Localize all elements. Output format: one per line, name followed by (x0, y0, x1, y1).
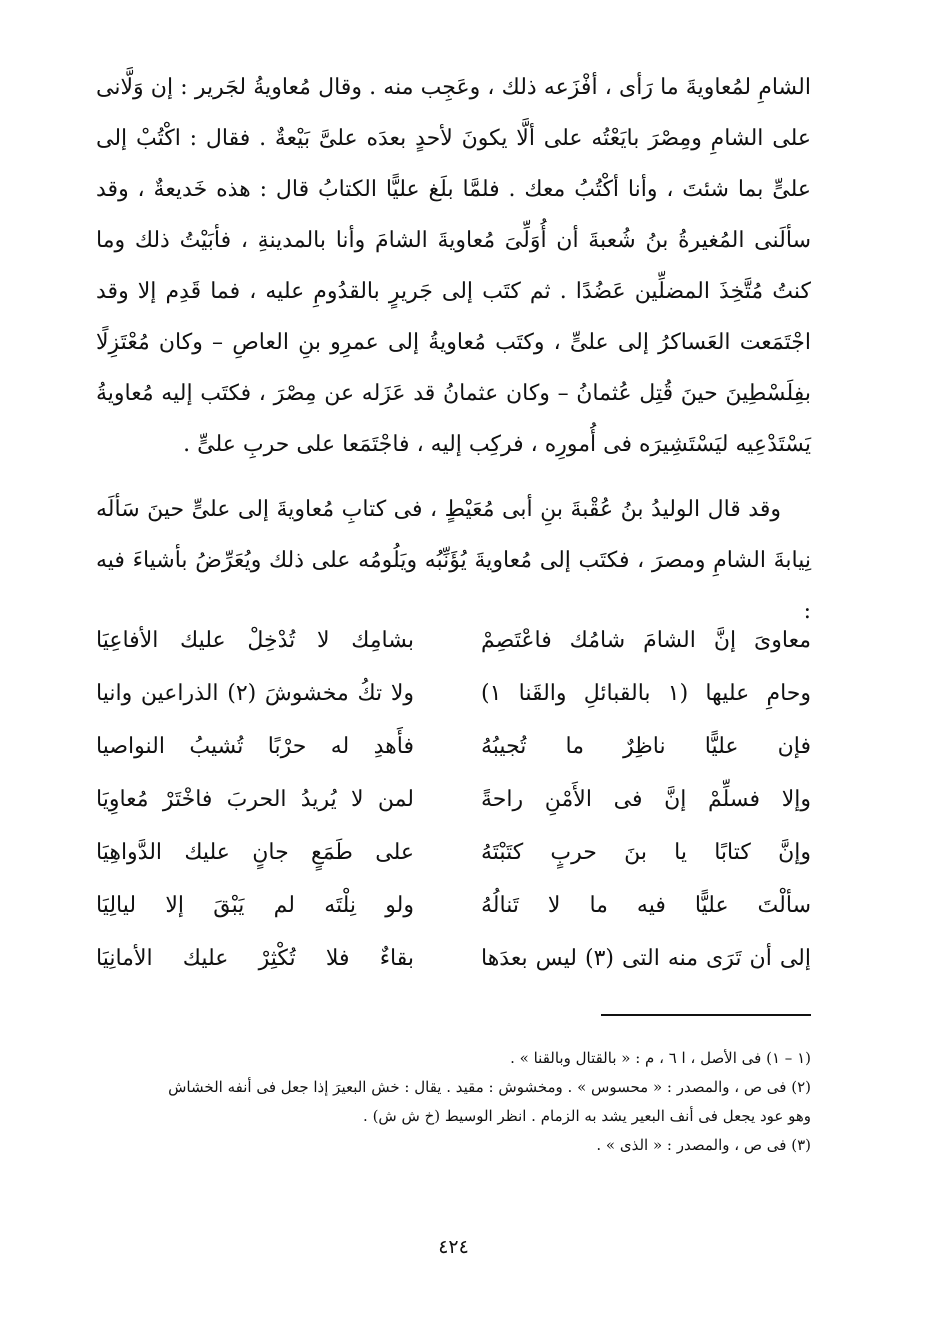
verse-first-hemistich: معاوىَ إنَّ الشامَ شامُك فاعْتَصِمْ (481, 628, 811, 653)
verse-second-hemistich: فأَهدِ له حرْبًا تُشيبُ النواصيا (96, 734, 414, 759)
footnote: (٣) فى ص ، والمصدر : « الذى » . (596, 1136, 811, 1154)
verse (96, 773, 811, 826)
verse (96, 932, 811, 985)
text-line: على الشامِ ومِصْرَ بايَعْتُه على ألَّا يكونَ لأحدٍ بعدَه علىَّ بَيْعةٌ . فقال : اكْتُبْ إلى (96, 126, 811, 151)
text-line: علىٍّ بما شئتَ ، وأنا أكْتُبُ معك . فلمَّا بلَغ عليًّا الكتابُ قال : هذه خَديعةٌ ، وقد (96, 177, 811, 202)
text-line: بفِلَسْطِينَ حينَ قُتِل عُثمانُ – وكان عثمانُ قد عَزَله عن مِصْرَ ، فكتَب إليه مُعاويةُ (96, 381, 812, 406)
verse (96, 720, 811, 773)
verse-first-hemistich: وإلا فسلِّمْ إنَّ فى الأَمْنِ راحةً (481, 787, 811, 812)
footnote: (١ – ١) فى الأصل ، ا ٦ ، م : « بالقتال وبالقنا » . (510, 1049, 811, 1067)
verse-first-hemistich: إلى أن تَرَى منه التى (٣) ليس بعدَها (481, 946, 811, 971)
verse-second-hemistich: بشامِك لا تُدْخِلْ عليك الأفاعِيَا (96, 628, 414, 653)
verse-second-hemistich: لمن لا يُريدُ الحربَ فاخْتَرْ مُعاوِيَا (96, 787, 414, 812)
verse (96, 879, 811, 932)
footnote: وهو عود يجعل فى أنف البعير يشد به الزمام . انظر الوسيط (خ ش ش) . (363, 1107, 811, 1125)
text-line: الشامِ لمُعاويةَ ما رَأى ، أفْزَعه ذلك ، وعَجِب منه . وقال مُعاويةُ لجَرير : إن وَلَّانى (96, 75, 811, 100)
verse (96, 667, 811, 720)
verse (96, 614, 811, 667)
verse-second-hemistich: ولو نِلْتَه لم يَبْقَ إلا ليالِيَا (96, 893, 414, 918)
text-line: اجْتَمَعت العَساكرُ إلى علىٍّ ، وكتَب مُعاويةُ إلى عمرِو بنِ العاصِ – وكان مُعْتَزِلًا (96, 330, 811, 355)
page-number: ٤٢٤ (438, 1236, 469, 1258)
text-line: نِيابةَ الشامِ ومصرَ ، فكتَب إلى مُعاويةَ يُؤَنِّبُه ويَلُومُه على ذلك ويُعَرِّضُ بأشياءَ فيه : (96, 548, 811, 624)
footnote-divider (601, 1014, 811, 1016)
verse-first-hemistich: سألْتَ عليًّا فيه ما لا تَنالُهُ (481, 893, 811, 918)
poem (96, 614, 811, 985)
prose-section (96, 62, 811, 637)
book-page (96, 0, 811, 1336)
verse-first-hemistich: فإن عليًّا ناظِرٌ ما تُجيبُهُ (481, 734, 811, 759)
text-line: مُتَّخِذَ المضلِّين عَضُدًا . ثم كتَب إلى جَريرٍ بالقدُومِ عليه ، فما قَدِم إلا وقد (96, 279, 764, 304)
verse-first-hemistich: وإنَّ كتابًا يا بنَ حربٍ كتَبْتَهُ (481, 840, 811, 865)
verse-second-hemistich: ولا تكُ مخشوشَ (٢) الذراعين وانيا (96, 681, 414, 706)
verse-second-hemistich: بقاءٌ فلا تُكْثِرْ عليك الأمانِيَا (96, 946, 414, 971)
verse-first-hemistich: وحامِ عليها (١ بالقبائلِ والقَنا ١) (481, 681, 811, 706)
text-line: وقد قال الوليدُ بنُ عُقْبةَ بنِ أبى مُعَيْطٍ ، فى كتابِ مُعاويةَ إلى علىٍّ حينَ سَألَه (96, 497, 781, 522)
footnote: (٢) فى ص ، والمصدر : « محسوس » . ومخشوش : مقيد . يقال : خش البعيرَ إذا جعل فى أنفه الخشاش (168, 1078, 811, 1096)
footnotes (96, 1044, 811, 1160)
verse-second-hemistich: على طَمَعٍ جانٍ عليك الدَّواهِيَا (96, 840, 414, 865)
text-line: سألَنى المُغيرةُ بنُ شُعبةَ أن أُوَلِّىَ مُعاويةَ الشامَ وأنا بالمدينةِ ، فأبَيْتُ ذلك وما كنتُ (96, 228, 812, 304)
paragraph-1 (96, 62, 811, 470)
verse (96, 826, 811, 879)
text-line: يَسْتَدْعِيه ليَسْتَشِيرَه فى أُمورِه ، فركِب إليه ، فاجْتَمَعا على حربِ علىٍّ . (183, 432, 811, 457)
